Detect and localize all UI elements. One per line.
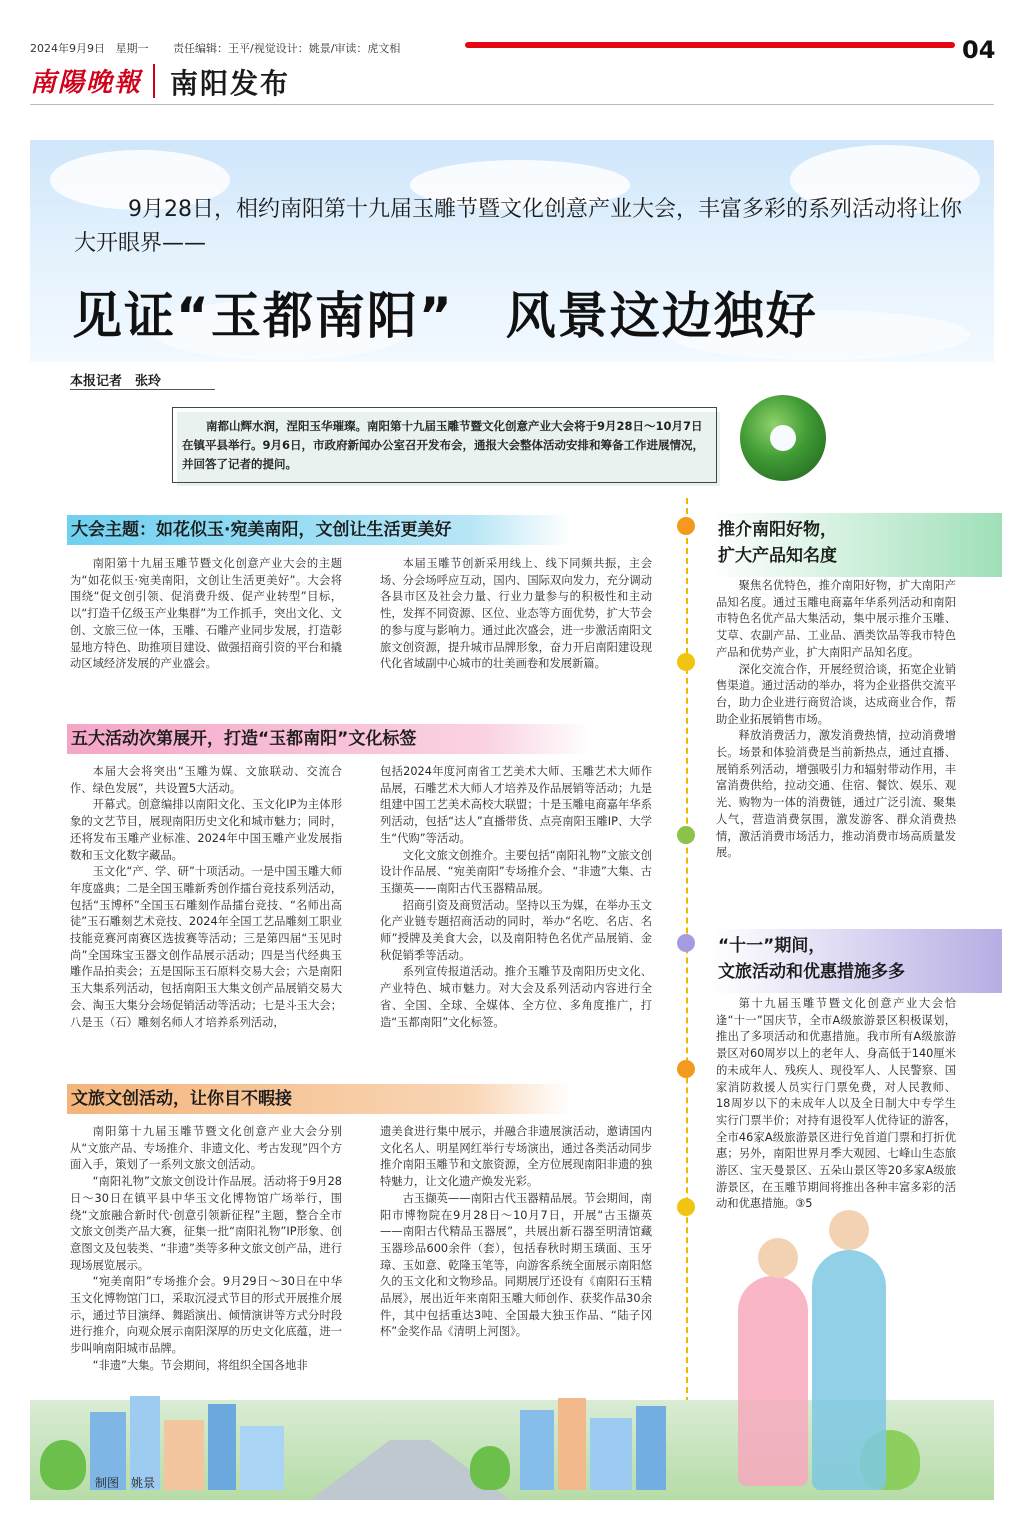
section-activities-col1 <box>70 764 342 1031</box>
timeline-dot <box>677 1198 695 1216</box>
right-products-body <box>716 578 956 862</box>
byline: 本报记者 张玲 <box>70 374 162 389</box>
page-number: 04 <box>962 36 996 64</box>
paragraph: 遗美食进行集中展示，并融合非遗展演活动，邀请国内文化名人、明星网红举行专场演出，通过各类活动同步推介南阳玉雕节和文旅资源，全方位展现南阳非遗的独特魅力，让文化遗产焕发光彩。 <box>380 1125 652 1189</box>
building-illustration <box>590 1418 632 1490</box>
family-figure-illustration <box>738 1276 808 1486</box>
issue-date: 2024年9月9日 <box>30 42 105 55</box>
timeline-line <box>686 498 688 1433</box>
paragraph: 招商引资及商贸活动。坚持以玉为媒，在举办玉文化产业链专题招商活动的同时，举办“名吃、名店、名师”授牌及美食大会，以及南阳特色名优产品展销、金秋促销季等活动。 <box>380 898 652 962</box>
figure-head-illustration <box>829 1210 869 1250</box>
section-heading-activities: 五大活动次第展开，打造“玉都南阳”文化标签 <box>67 724 591 754</box>
section-title: 南阳发布 <box>170 67 291 100</box>
main-headline: 见证“玉都南阳” 风景这边独好 <box>72 287 818 345</box>
building-illustration <box>240 1426 284 1490</box>
right-heading-line: “十一”期间， <box>718 936 826 956</box>
jade-disc-hole <box>770 425 796 451</box>
timeline-dot <box>677 653 695 671</box>
paragraph: 文化文旅文创推介。主要包括“南阳礼物”文旅文创设计作品展、“宛美南阳”专场推介会、“非遗”大集、古玉撷英——南阳古代玉器精品展。 <box>380 848 652 895</box>
building-illustration <box>208 1404 236 1490</box>
section-theme-col1 <box>70 556 342 673</box>
right-heading-line: 文旅活动和优惠措施多多 <box>718 962 905 982</box>
timeline-dot <box>677 517 695 535</box>
tree-illustration <box>40 1440 86 1490</box>
tree-illustration <box>470 1446 510 1490</box>
building-illustration <box>520 1410 554 1490</box>
timeline-dot <box>677 934 695 952</box>
paragraph: 玉文化“产、学、研”十项活动。一是中国玉雕大师年度盛典；二是全国玉雕新秀创作擂台竞技系列活动，包括“玉博杯”全国玉石雕刻作品擂台竞技、“名师出高徒”玉石雕刻艺术竞技、2024年全国工艺品雕刻工职业技能竞赛河南赛区选拔赛等活动；三是第四届“玉见时尚”全国珠宝玉器文创作品展示活动；四是当代经典玉雕作品拍卖会；五是国际玉石原料交易大会；六是南阳玉大集系列活动，包括南阳玉大集文创产品展销交易大会、淘玉大集分会场促销活动等活动；七是斗玉大会；八是玉（石）雕刻名师人才培养系列活动， <box>70 865 342 1029</box>
timeline-dot <box>677 1060 695 1078</box>
issue-weekday: 星期一 <box>115 42 149 55</box>
building-illustration <box>164 1420 204 1490</box>
editor-credits: 责任编辑：王平/视觉设计：姚景/审读：虎文相 <box>172 42 401 55</box>
family-figure-illustration <box>812 1250 886 1490</box>
building-illustration <box>636 1406 666 1490</box>
figure-head-illustration <box>758 1238 798 1278</box>
paragraph: 第十九届玉雕节暨文化创意产业大会恰逢“十一”国庆节，全市A级旅游景区积极谋划，推出了多项活动和优惠措施。我市所有A级旅游景区对60周岁以上的老年人、身高低于140厘米的未成年人、残疾人、现役军人、人民警察、国家消防救援人员实行门票免费，对人民教师、18周岁以下的未成年人以及全日制大中专学生实行门票半价；对持有退役军人优待证的游客，全市46家A级旅游景区进行免首道门票和打折优惠；另外，南阳世界月季大观园、七峰山生态旅游区、宝天曼景区、五朵山景区等20多家A级旅游景区，在玉雕节期间将推出各种丰富多彩的活动和优惠措施。③5 <box>716 997 956 1211</box>
paragraph: 开幕式。创意编排以南阳文化、玉文化IP为主体形象的文艺节目，展现南阳历史文化和城市魅力；同时，还将发布玉雕产业标准、2024年中国玉雕产业发展指数和玉文化数字藏品。 <box>70 798 342 862</box>
paragraph: 聚焦名优特色，推介南阳好物，扩大南阳产品知名度。通过玉雕电商嘉年华系列活动和南阳市特色名优产品大集活动，集中展示推介玉雕、艾草、农副产品、工业品、酒类饮品等我市特色产品和优势产业，扩大南阳产品知名度。 <box>716 579 956 659</box>
headline-intro: 9月28日，相约南阳第十九届玉雕节暨文化创意产业大会，丰富多彩的系列活动将让你大开眼界—— <box>74 197 962 256</box>
paragraph: 本届玉雕节创新采用线上、线下同频共振，主会场、分会场呼应互动，国内、国际双向发力，充分调动各县市区及社会力量、行业力量参与的积极性和主动性，发挥不同资源、区位、业态等方面优势，扩大节会的参与度与影响力。通过此次盛会，进一步激活南阳文旅文创资源，提升城市品牌形象，奋力开启南阳建设现代化省域副中心城市的壮美画卷和发展新篇。 <box>380 557 652 671</box>
right-heading-line: 推介南阳好物， <box>718 520 837 540</box>
section-theme-col2 <box>380 556 652 673</box>
byline-rule <box>70 389 215 390</box>
paragraph: 包括2024年度河南省工艺美术大师、玉雕艺术大师作品展，石雕艺术大师人才培养及作品展销等活动；九是组建中国工艺美术高校大联盟；十是玉雕电商嘉年华系列活动，包括“达人”直播带货、点亮南阳玉雕IP、大学生“代购”等活动。 <box>380 765 652 845</box>
paragraph: 南阳第十九届玉雕节暨文化创意产业大会分别从“文旅产品、专场推介、非遗文化、考古发现”四个方面入手，策划了一系列文旅文创活动。 <box>70 1125 342 1172</box>
logo-divider <box>153 64 155 98</box>
summary-text: 南都山辉水润，涅阳玉华璀璨。南阳第十九届玉雕节暨文化创意产业大会将于9月28日～10月7日在镇平县举行。9月6日，市政府新闻办公室召开发布会，通报大会整体活动安排和筹备工作进展情况，并回答了记者的提问。 <box>182 419 704 471</box>
masthead-accent-bar <box>465 42 955 48</box>
right-heading-line: 扩大产品知名度 <box>718 546 837 566</box>
masthead-rule <box>30 104 994 105</box>
masthead-meta <box>30 40 400 56</box>
building-illustration <box>558 1398 586 1490</box>
right-heading-products <box>712 513 1002 577</box>
illustration-credit: 制图 姚景 <box>95 1476 156 1490</box>
right-holiday-body <box>716 996 956 1213</box>
paragraph: “非遗”大集。节会期间，将组织全国各地非 <box>92 1358 308 1372</box>
paragraph: 释放消费活力，激发消费热情，拉动消费增长。场景和体验消费是当前新热点，通过直播、展销系列活动，增强吸引力和辐射带动作用，丰富消费供给，拉动交通、住宿、餐饮、娱乐、观光、购物为一体的消费链，通过广泛引流、聚集人气，营造消费氛围，激发游客、群众消费热情，激活消费市场活力，推动消费市场高质量发展。 <box>716 729 956 860</box>
paragraph: 深化交流合作，开展经贸洽谈，拓宽企业销售渠道。通过活动的举办，将为企业搭供交流平台，助力企业进行商贸洽谈，达成商业合作，帮助企业拓展销售市场。 <box>716 662 956 726</box>
section-activities-col2 <box>380 764 652 1031</box>
newspaper-logo: 南陽晚報 <box>30 68 143 98</box>
timeline-dot <box>677 826 695 844</box>
section-heading-theme: 大会主题：如花似玉·宛美南阳，文创让生活更美好 <box>67 515 571 545</box>
paragraph: “宛美南阳”专场推介会。9月29日～30日在中华玉文化博物馆门口，采取沉浸式节目的形式开展推介展示，通过节目演绎、舞蹈演出、倾情演讲等方式分时段进行推介，向观众展示南阳深厚的历史文化底蕴，进一步叫响南阳城市品牌。 <box>70 1275 342 1356</box>
paragraph: 本届大会将突出“玉雕为媒、文旅联动、交流合作、绿色发展”，共设置5大活动。 <box>70 765 342 795</box>
paragraph: “南阳礼物”文旅文创设计作品展。活动将于9月28日～30日在镇平县中华玉文化博物馆广场举行，围绕“文旅融合新时代·创意引领新征程”主题，整合全市文旅文创类产品大赛，征集一批“南阳礼物”IP形象、创意图文及包装类、“非遗”类等多种文旅文创产品，进行现场展览展示。 <box>70 1175 342 1272</box>
section-heading-culture: 文旅文创活动，让你目不暇接 <box>67 1084 571 1114</box>
paragraph: 南阳第十九届玉雕节暨文化创意产业大会的主题为“如花似玉·宛美南阳，文创让生活更美好”。大会将围绕“促文创引领、促消费升级、促产业转型”目标，以“打造千亿级玉产业集群”为工作抓手，突出文化、文创、文旅三位一体，玉雕、石雕产业同步发展，打造彰显地方特色、助推项目建设、做强招商引资的平台和撬动区域经济发展的产业盛会。 <box>70 557 342 671</box>
paragraph: 系列宣传报道活动。推介玉雕节及南阳历史文化、产业特色、城市魅力。对大会及系列活动内容进行全省、全国、全球、全媒体、全方位、多角度推广，打造“玉都南阳”文化标签。 <box>380 965 652 1029</box>
section-culture-col2 <box>380 1124 652 1341</box>
section-culture-col1 <box>70 1124 342 1375</box>
right-heading-holiday <box>712 929 1002 993</box>
paragraph: 古玉撷英——南阳古代玉器精品展。节会期间，南阳市博物院在9月28日～10月7日，开展“古玉撷英——南阳古代精品玉器展”，共展出新石器至明清馆藏玉器珍品600余件（套），包括春秋时期玉璜面、玉牙璋、玉如意、乾隆玉笔等，向游客系统全面展示南阳悠久的玉文化和文物珍品。同期展厅还设有《南阳石玉精品展》，展出近年来南阳玉雕大师创作、获奖作品30余件，其中包括重达3吨、全国最大独玉作品、“陆子冈杯”金奖作品《清明上河图》。 <box>380 1191 652 1339</box>
